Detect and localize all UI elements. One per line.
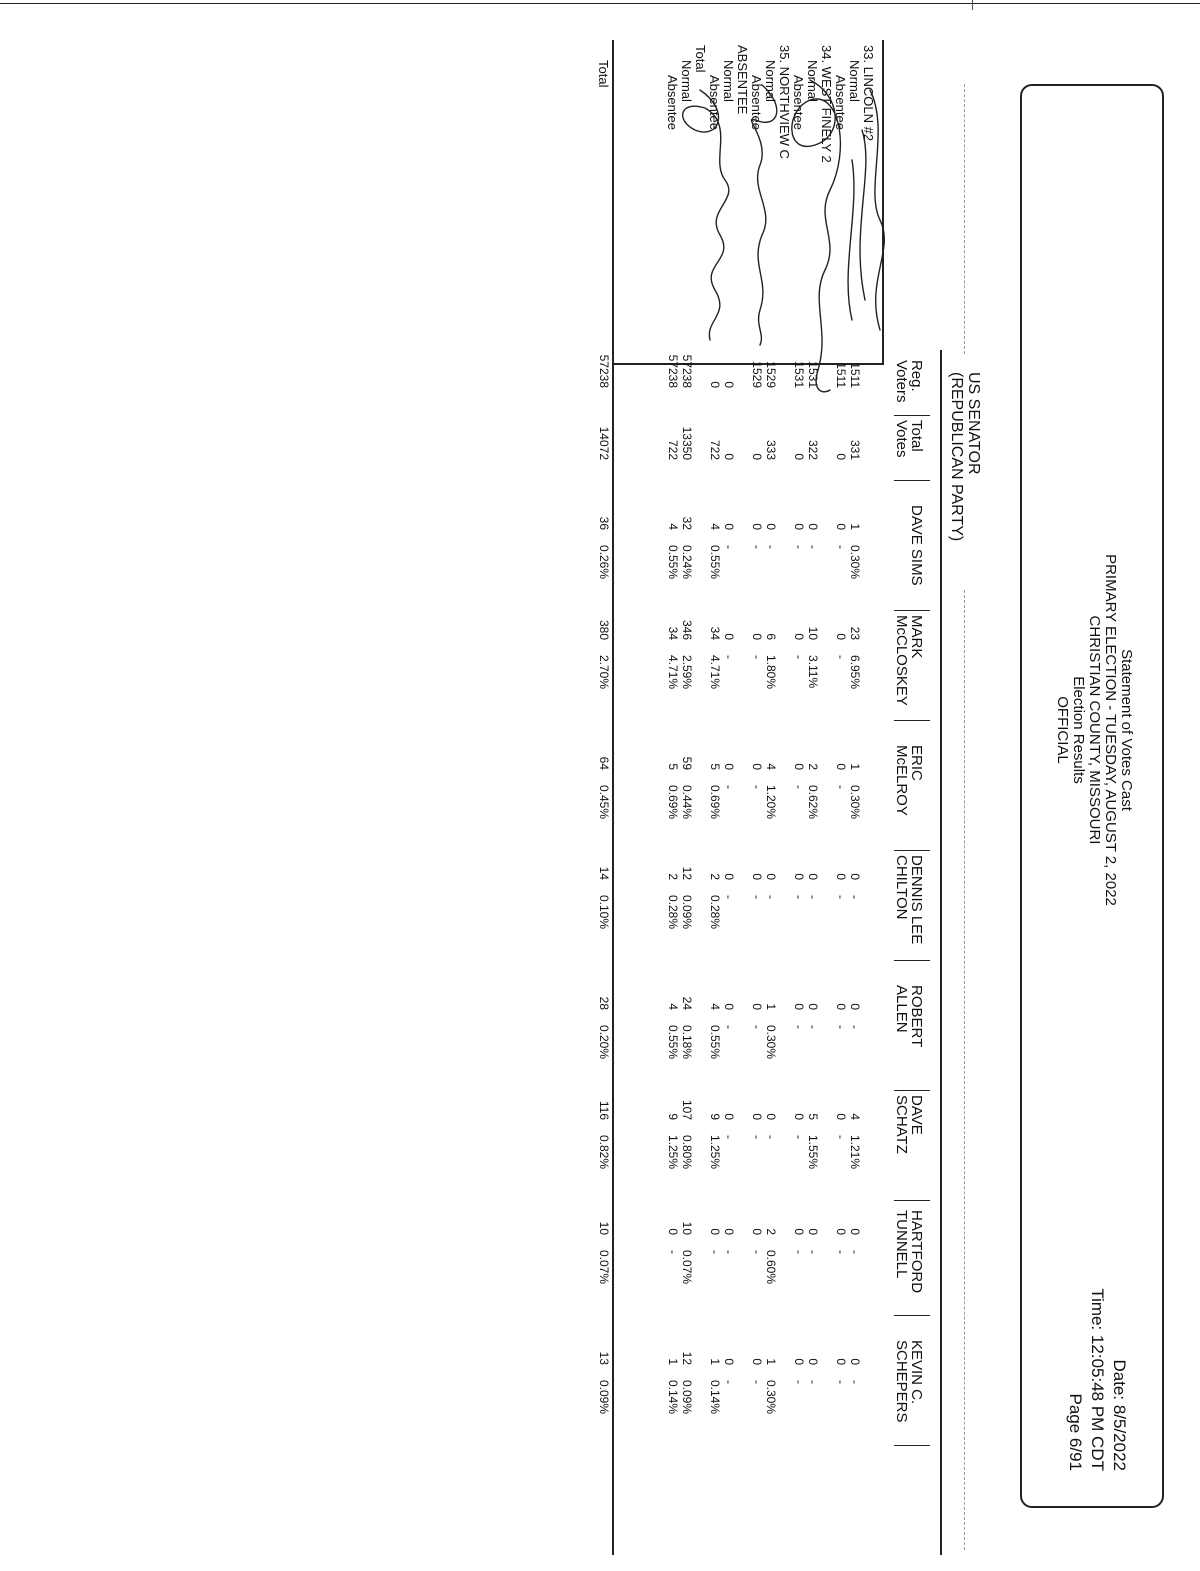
candidate-votes-cell: 4 [708, 1003, 722, 1010]
candidate-percent-cell: - [708, 1250, 722, 1254]
candidate-header: CHILTON [893, 855, 910, 920]
row-label: 35. NORTHVIEW C [777, 45, 792, 159]
candidate-votes-cell: 0 [750, 633, 764, 640]
candidate-percent-cell: - [750, 1025, 764, 1029]
candidate-votes-cell: 0 [792, 763, 806, 770]
total-votes-cell: 331 [848, 439, 862, 460]
candidate-votes-cell: 2 [806, 763, 820, 770]
candidate-votes-cell: 34 [708, 626, 722, 640]
candidate-votes-cell: 0 [792, 1358, 806, 1365]
candidate-percent-cell: 1.80% [764, 655, 778, 690]
candidate-votes-cell: 4 [666, 523, 680, 530]
candidate-percent-cell: - [806, 1250, 820, 1254]
candidate-percent-cell: 0.09% [597, 1380, 611, 1415]
report-date: Date: 8/5/2022 [1110, 1359, 1129, 1471]
reg-voters-cell: 57238 [680, 354, 694, 388]
candidate-percent-cell: - [834, 655, 848, 659]
candidate-percent-cell: - [750, 1135, 764, 1139]
candidate-percent-cell: - [834, 1135, 848, 1139]
candidate-votes-cell: 4 [708, 523, 722, 530]
candidate-votes-cell: 1 [764, 1003, 778, 1010]
signature-2 [751, 85, 776, 345]
column-header-divider [894, 1315, 930, 1316]
candidate-percent-cell: - [806, 895, 820, 899]
candidate-votes-cell: 0 [834, 1358, 848, 1365]
candidate-votes-cell: 0 [722, 1113, 736, 1120]
candidate-votes-cell: 0 [834, 763, 848, 770]
candidate-header: DAVE SIMS [908, 505, 925, 586]
candidate-percent-cell: - [792, 895, 806, 899]
candidate-percent-cell: 2.59% [680, 655, 694, 690]
candidate-votes-cell: 10 [806, 626, 820, 640]
candidate-votes-cell: 6 [764, 633, 778, 640]
column-header-divider [894, 1090, 930, 1091]
candidate-votes-cell: 10 [597, 1221, 611, 1235]
candidate-votes-cell: 23 [848, 626, 862, 640]
candidate-percent-cell: 0.55% [708, 1025, 722, 1060]
candidate-percent-cell: - [666, 1250, 680, 1254]
candidate-percent-cell: - [750, 545, 764, 549]
total-votes-cell: 0 [792, 453, 806, 460]
row-label: Normal [847, 60, 862, 102]
candidate-percent-cell: 1.55% [806, 1135, 820, 1170]
official-label: OFFICIAL [1054, 696, 1071, 764]
candidate-votes-cell: 2 [764, 1228, 778, 1235]
candidate-percent-cell: - [834, 1380, 848, 1384]
candidate-percent-cell: 0.69% [666, 785, 680, 820]
candidate-percent-cell: - [722, 785, 736, 789]
candidate-votes-cell: 4 [764, 763, 778, 770]
candidate-header: DAVE [908, 1095, 925, 1135]
candidate-percent-cell: 0.55% [666, 545, 680, 580]
candidate-percent-cell: - [722, 1250, 736, 1254]
candidate-header: SCHEPERS [893, 1340, 910, 1423]
candidate-percent-cell: - [792, 1025, 806, 1029]
candidate-votes-cell: 9 [666, 1113, 680, 1120]
total-votes-cell: 333 [764, 439, 778, 460]
candidate-votes-cell: 346 [680, 619, 694, 640]
candidate-votes-cell: 0 [722, 1228, 736, 1235]
candidate-votes-cell: 5 [666, 763, 680, 770]
candidate-votes-cell: 1 [708, 1358, 722, 1365]
candidate-votes-cell: 0 [750, 523, 764, 530]
candidate-votes-cell: 0 [722, 633, 736, 640]
candidate-votes-cell: 10 [680, 1221, 694, 1235]
candidate-votes-cell: 12 [680, 1351, 694, 1365]
candidate-votes-cell: 0 [848, 1228, 862, 1235]
reg-voters-cell: 0 [708, 381, 722, 388]
candidate-percent-cell: - [834, 545, 848, 549]
candidate-percent-cell: 0.80% [680, 1135, 694, 1170]
candidate-percent-cell: 0.28% [708, 895, 722, 930]
candidate-header: McCLOSKEY [893, 615, 910, 706]
candidate-percent-cell: - [848, 1250, 862, 1254]
candidate-percent-cell: - [722, 1380, 736, 1384]
column-header-divider [894, 720, 930, 721]
candidate-votes-cell: 0 [722, 873, 736, 880]
candidate-percent-cell: - [792, 1250, 806, 1254]
total-votes-cell: 0 [722, 453, 736, 460]
candidate-votes-cell: 0 [848, 1358, 862, 1365]
column-header-divider [894, 850, 930, 851]
reg-voters-cell: 1531 [792, 361, 806, 388]
reg-voters-cell: 1529 [764, 361, 778, 388]
report-title: Statement of Votes Cast [1118, 649, 1135, 811]
candidate-header: McELROY [893, 745, 910, 816]
candidate-percent-cell: 0.07% [597, 1250, 611, 1285]
candidate-percent-cell: - [764, 895, 778, 899]
candidate-header: MARK [908, 615, 925, 659]
candidate-votes-cell: 0 [722, 763, 736, 770]
candidate-percent-cell: 0.20% [597, 1025, 611, 1060]
candidate-percent-cell: 0.28% [666, 895, 680, 930]
candidate-percent-cell: - [722, 545, 736, 549]
reg-voters-header: Voters [893, 360, 910, 403]
candidate-percent-cell: - [834, 895, 848, 899]
candidate-votes-cell: 0 [792, 633, 806, 640]
candidate-votes-cell: 0 [834, 523, 848, 530]
candidate-percent-cell: - [792, 655, 806, 659]
candidate-percent-cell: 1.21% [848, 1135, 862, 1170]
candidate-percent-cell: 0.55% [666, 1025, 680, 1060]
candidate-votes-cell: 0 [792, 1003, 806, 1010]
candidate-votes-cell: 0 [792, 873, 806, 880]
reg-voters-cell: 0 [722, 381, 736, 388]
candidate-votes-cell: 0 [722, 1003, 736, 1010]
candidate-votes-cell: 1 [848, 523, 862, 530]
candidate-percent-cell: 0.24% [680, 545, 694, 580]
signatures-image [640, 70, 910, 400]
candidate-percent-cell: 1.20% [764, 785, 778, 820]
candidate-votes-cell: 107 [680, 1099, 694, 1120]
candidate-percent-cell: 0.30% [764, 1380, 778, 1415]
candidate-percent-cell: 0.10% [597, 895, 611, 930]
row-label: Absentee [791, 75, 806, 130]
row-label: Normal [805, 60, 820, 102]
candidate-votes-cell: 0 [806, 1003, 820, 1010]
candidate-votes-cell: 0 [722, 523, 736, 530]
row-label: Absentee [833, 75, 848, 130]
candidate-votes-cell: 0 [834, 1113, 848, 1120]
candidate-percent-cell: - [848, 1025, 862, 1029]
candidate-percent-cell: - [750, 785, 764, 789]
candidate-votes-cell: 0 [792, 1113, 806, 1120]
row-label: Total [596, 60, 611, 88]
signature-1 [683, 90, 729, 340]
candidate-percent-cell: 0.26% [597, 545, 611, 580]
dashed-rule-right [964, 590, 965, 1550]
candidate-votes-cell: 24 [680, 996, 694, 1010]
candidate-percent-cell: - [722, 1135, 736, 1139]
candidate-header: ROBERT [908, 985, 925, 1048]
candidate-percent-cell: - [722, 895, 736, 899]
reg-voters-cell: 1529 [750, 361, 764, 388]
candidate-votes-cell: 28 [597, 996, 611, 1010]
candidate-votes-cell: 0 [666, 1228, 680, 1235]
candidate-percent-cell: - [764, 545, 778, 549]
candidate-percent-cell: 0.14% [708, 1380, 722, 1415]
total-rule [613, 40, 615, 1555]
dashed-rule-left [964, 84, 965, 354]
candidate-votes-cell: 4 [848, 1113, 862, 1120]
candidate-header: ERIC [908, 745, 925, 781]
candidate-votes-cell: 36 [597, 516, 611, 530]
reg-voters-cell: 1511 [834, 362, 848, 388]
candidate-percent-cell: - [806, 1380, 820, 1384]
county-name: CHRISTIAN COUNTY, MISSOURI [1086, 615, 1103, 845]
candidate-header: SCHATZ [893, 1095, 910, 1154]
candidate-votes-cell: 59 [680, 756, 694, 770]
column-header-rule [941, 350, 943, 1555]
candidate-votes-cell: 0 [764, 1113, 778, 1120]
candidate-votes-cell: 0 [806, 873, 820, 880]
candidate-votes-cell: 2 [708, 873, 722, 880]
candidate-votes-cell: 0 [750, 1228, 764, 1235]
signature-4 [848, 90, 884, 330]
candidate-header: ALLEN [893, 985, 910, 1033]
candidate-header: TUNNELL [893, 1210, 910, 1279]
candidate-percent-cell: 1.25% [666, 1135, 680, 1170]
column-header-divider [894, 415, 930, 416]
report-title-block [1054, 500, 1134, 960]
candidate-percent-cell: - [764, 1135, 778, 1139]
candidate-votes-cell: 5 [806, 1113, 820, 1120]
candidate-votes-cell: 2 [666, 873, 680, 880]
candidate-votes-cell: 9 [708, 1113, 722, 1120]
candidate-percent-cell: - [834, 785, 848, 789]
total-votes-header: Total [908, 420, 925, 452]
report-time: Time: 12:05:48 PM CDT [1088, 1288, 1107, 1471]
reg-voters-cell: 57238 [666, 354, 680, 388]
row-label: Absentee [749, 75, 764, 130]
candidate-votes-cell: 14 [597, 866, 611, 880]
row-label: Absentee [707, 75, 722, 130]
candidate-votes-cell: 0 [806, 1228, 820, 1235]
candidate-percent-cell: - [806, 545, 820, 549]
candidate-votes-cell: 0 [792, 1228, 806, 1235]
reg-voters-cell: 1511 [848, 362, 862, 388]
candidate-votes-cell: 13 [597, 1351, 611, 1365]
reg-voters-cell: 57238 [597, 354, 611, 388]
signature-3 [792, 80, 841, 392]
total-votes-cell: 14072 [597, 426, 611, 460]
row-label: Normal [679, 60, 694, 102]
candidate-percent-cell: 0.82% [597, 1135, 611, 1170]
total-votes-cell: 13350 [680, 426, 694, 460]
reg-voters-cell: 1531 [806, 361, 820, 388]
candidate-votes-cell: 1 [848, 763, 862, 770]
candidate-votes-cell: 1 [764, 1358, 778, 1365]
candidate-percent-cell: 0.44% [680, 785, 694, 820]
candidate-votes-cell: 0 [792, 523, 806, 530]
race-title [948, 372, 982, 541]
candidate-percent-cell: - [848, 1380, 862, 1384]
row-label: Total [693, 45, 708, 73]
candidate-percent-cell: 0.09% [680, 895, 694, 930]
candidate-percent-cell: - [750, 1380, 764, 1384]
candidate-percent-cell: - [848, 895, 862, 899]
candidate-percent-cell: 0.14% [666, 1380, 680, 1415]
candidate-percent-cell: 0.55% [708, 545, 722, 580]
total-votes-header: Votes [893, 420, 910, 458]
candidate-votes-cell: 32 [680, 516, 694, 530]
candidate-votes-cell: 0 [750, 763, 764, 770]
row-label: Absentee [665, 75, 680, 130]
candidate-votes-cell: 64 [597, 756, 611, 770]
candidate-votes-cell: 0 [806, 1358, 820, 1365]
candidate-percent-cell: - [834, 1025, 848, 1029]
candidate-votes-cell: 380 [597, 619, 611, 640]
candidate-votes-cell: 1 [666, 1358, 680, 1365]
candidate-votes-cell: 0 [834, 1228, 848, 1235]
total-votes-cell: 0 [834, 453, 848, 460]
candidate-votes-cell: 0 [764, 523, 778, 530]
candidate-header: DENNIS LEE [908, 855, 925, 945]
row-label: 34. WEST FINELY 2 [819, 45, 834, 163]
candidate-percent-cell: 0.18% [680, 1025, 694, 1060]
candidate-votes-cell: 5 [708, 763, 722, 770]
election-name: PRIMARY ELECTION - TUESDAY, AUGUST 2, 2022 [1102, 554, 1119, 906]
candidate-percent-cell: 0.45% [597, 785, 611, 820]
row-label: Normal [721, 60, 736, 102]
candidate-votes-cell: 0 [722, 1358, 736, 1365]
candidate-percent-cell: 6.95% [848, 655, 862, 690]
column-header-divider [894, 1200, 930, 1201]
report-meta [1064, 1288, 1130, 1471]
candidate-votes-cell: 0 [834, 873, 848, 880]
candidate-percent-cell: - [792, 1380, 806, 1384]
candidate-percent-cell: 0.30% [764, 1025, 778, 1060]
candidate-percent-cell: 2.70% [597, 655, 611, 690]
candidate-percent-cell: 4.71% [708, 655, 722, 690]
candidate-percent-cell: 0.07% [680, 1250, 694, 1285]
total-votes-cell: 322 [806, 439, 820, 460]
candidate-percent-cell: - [834, 1250, 848, 1254]
candidate-percent-cell: 0.62% [806, 785, 820, 820]
candidate-percent-cell: - [750, 895, 764, 899]
total-votes-cell: 722 [666, 439, 680, 460]
candidate-votes-cell: 0 [750, 1003, 764, 1010]
candidate-percent-cell: 3.11% [806, 655, 820, 689]
results-label: Election Results [1070, 676, 1087, 784]
candidate-votes-cell: 0 [834, 1003, 848, 1010]
column-header-divider [894, 960, 930, 961]
column-header-divider [894, 610, 930, 611]
candidate-header: HARTFORD [908, 1210, 925, 1294]
total-votes-cell: 0 [750, 453, 764, 460]
candidate-votes-cell: 34 [666, 626, 680, 640]
candidate-votes-cell: 0 [750, 1358, 764, 1365]
candidate-percent-cell: 1.25% [708, 1135, 722, 1170]
candidate-votes-cell: 0 [834, 633, 848, 640]
candidate-votes-cell: 0 [848, 1003, 862, 1010]
candidate-percent-cell: - [806, 1025, 820, 1029]
total-votes-cell: 722 [708, 439, 722, 460]
candidate-votes-cell: 0 [848, 873, 862, 880]
candidate-percent-cell: - [792, 1135, 806, 1139]
row-label: Normal [763, 60, 778, 102]
race-office: US SENATOR [965, 372, 982, 475]
candidate-percent-cell: 0.60% [764, 1250, 778, 1285]
reg-voters-header: Reg. [908, 360, 925, 392]
candidate-percent-cell: 0.69% [708, 785, 722, 820]
candidate-percent-cell: - [722, 655, 736, 659]
candidate-percent-cell: - [750, 1250, 764, 1254]
column-header-divider [894, 480, 930, 481]
candidate-percent-cell: 4.71% [666, 655, 680, 690]
candidate-votes-cell: 4 [666, 1003, 680, 1010]
candidate-header: KEVIN C. [908, 1340, 925, 1405]
candidate-votes-cell: 0 [750, 1113, 764, 1120]
column-header-divider [894, 1445, 930, 1446]
candidate-votes-cell: 0 [764, 873, 778, 880]
race-party: (REPUBLICAN PARTY) [948, 372, 965, 542]
candidate-percent-cell: 0.30% [848, 545, 862, 580]
candidate-votes-cell: 0 [750, 873, 764, 880]
candidate-percent-cell: - [792, 785, 806, 789]
candidate-percent-cell: 0.30% [848, 785, 862, 820]
page-number: Page 6/91 [1066, 1393, 1085, 1471]
candidate-percent-cell: - [722, 1025, 736, 1029]
candidate-votes-cell: 116 [597, 1100, 611, 1120]
candidate-votes-cell: 0 [708, 1228, 722, 1235]
candidate-votes-cell: 12 [680, 866, 694, 880]
candidate-percent-cell: - [750, 655, 764, 659]
candidate-votes-cell: 0 [806, 523, 820, 530]
row-label: ABSENTEE [735, 45, 750, 115]
candidate-percent-cell: - [792, 545, 806, 549]
row-label: 33. LINCOLN #2 [861, 45, 876, 142]
candidate-percent-cell: 0.09% [680, 1380, 694, 1415]
